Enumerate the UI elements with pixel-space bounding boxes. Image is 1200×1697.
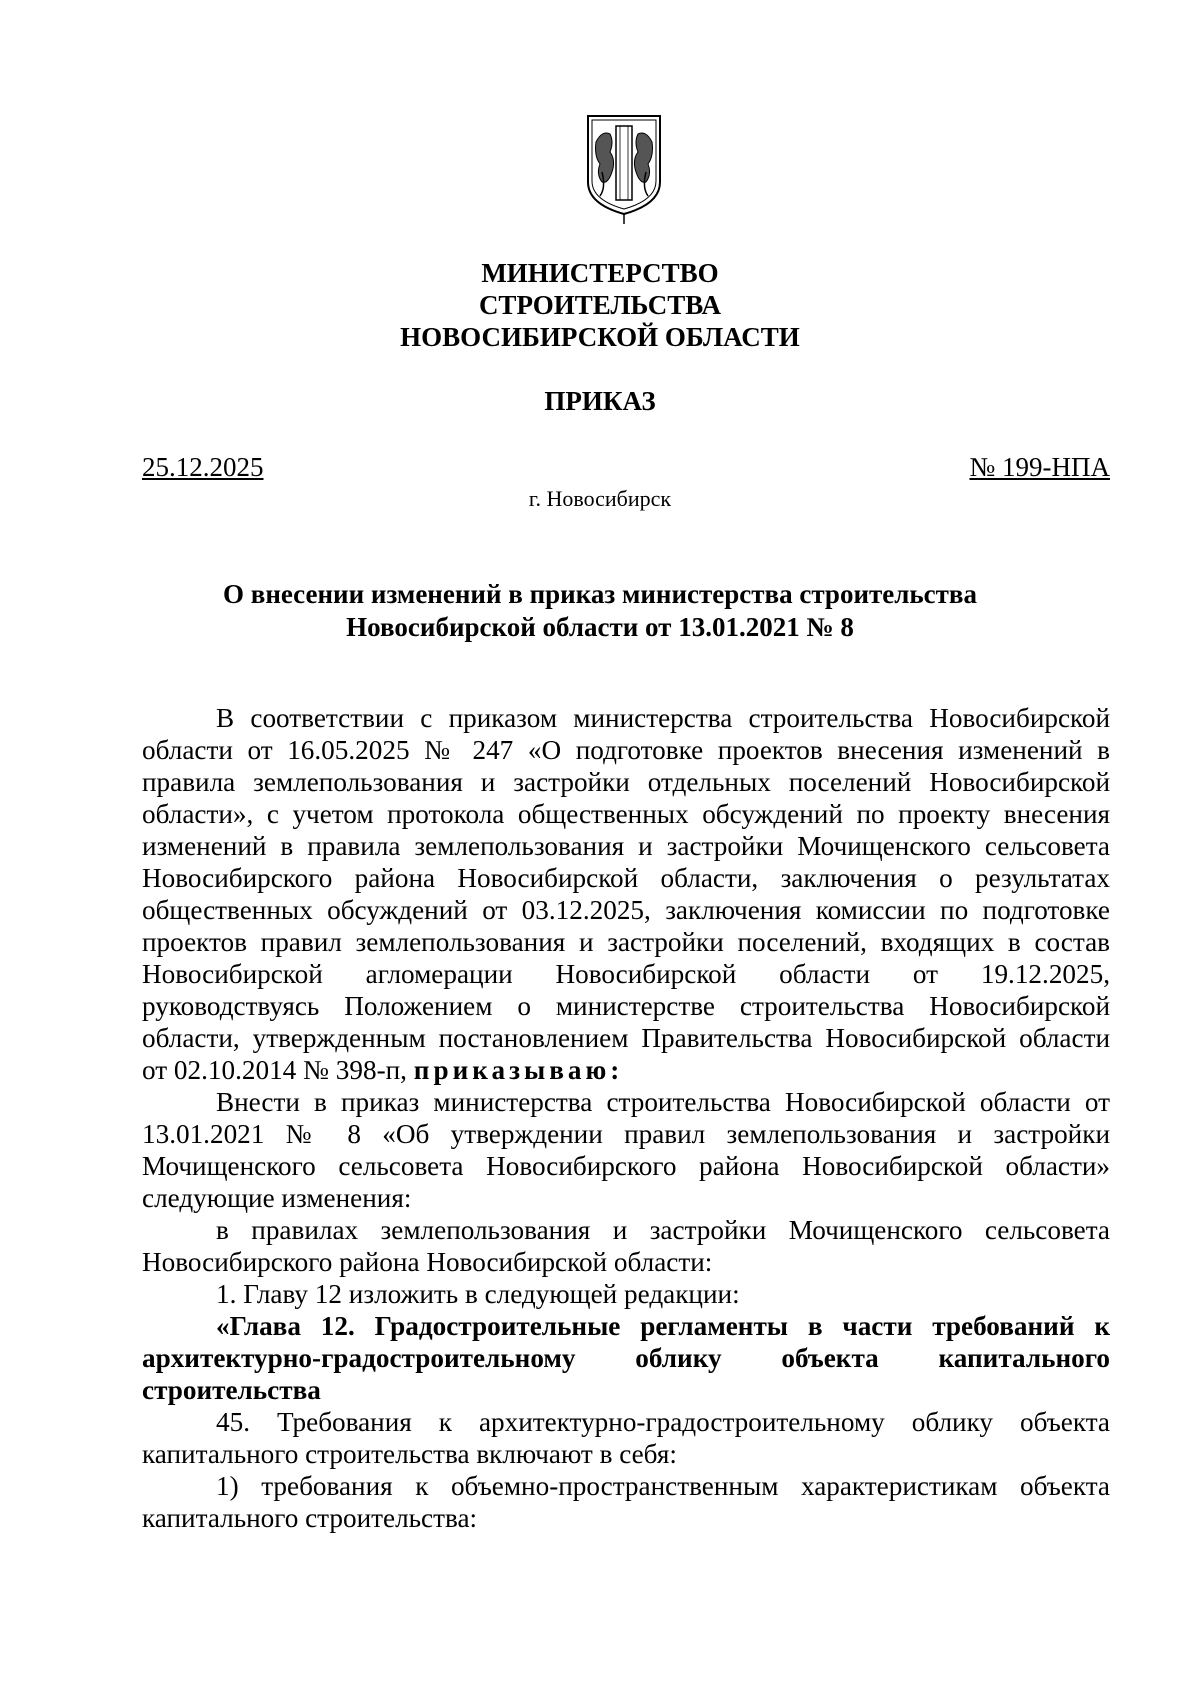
paragraph-amend: Внести в приказ министерства строительства Новосибирской области от 13.01.2021 № 8 «Об утверждении правил землепользования и застройки Мочищенского сельсовета Новосибирского района Новосибирской области» следующие изменения:: [142, 1087, 1110, 1213]
document-body: [142, 702, 1110, 1534]
document-date: 25.12.2025: [142, 452, 264, 482]
title-line-1: О внесении изменений в приказ министерства строительства: [222, 579, 978, 609]
ministry-name: [0, 257, 1200, 353]
paragraph-rules: в правилах землепользования и застройки Мочищенского сельсовета Новосибирского района Новосибирской области:: [142, 1215, 1110, 1277]
document-type: ПРИКАЗ: [544, 386, 656, 416]
document-city: г. Новосибирск: [528, 486, 672, 511]
ministry-line-1: МИНИСТЕРСТВО: [481, 258, 719, 288]
title-line-2: Новосибирской области от 13.01.2021 № 8: [346, 612, 854, 642]
ministry-line-2: СТРОИТЕЛЬСТВА: [478, 290, 722, 320]
paragraph-chapter-intro: 1. Главу 12 изложить в следующей редакции:: [216, 1279, 740, 1309]
ministry-line-3: НОВОСИБИРСКОЙ ОБЛАСТИ: [400, 322, 800, 352]
paragraph-subitem-1: 1) требования к объемно-пространственным характеристикам объекта капитального строительства:: [142, 1471, 1110, 1533]
paragraph-preamble: [142, 702, 1110, 1086]
paragraph-chapter-heading: «Глава 12. Градостроительные регламенты в части требований к архитектурно-градостроительному облику объекта капитального строительства: [142, 1311, 1110, 1405]
preamble-text: В соответствии с приказом министерства строительства Новосибирской области от 16.05.2025 № 247 «О подготовке проектов внесения изменений в правила землепользования и застройки отдельных поселений Новосибирской области», с учетом протокола общественных обсуждений по проекту внесения изменений в правила землепользования и застройки Мочищенского сельсовета Новосибирского района Новосибирской области, заключения о результатах общественных обсуждений от 03.12.2025, заключения комиссии по подготовке проектов правил землепользования и застройки поселений, входящих в состав Новосибирской агломерации Новосибирской области от 19.12.2025, руководствуясь Положением о министерстве строительства Новосибирской области, утвержденным постановлением Правительства Новосибирской области от 02.10.2014 № 398-п,: [142, 703, 1110, 1085]
document-number: № 199-НПА: [969, 452, 1110, 482]
order-word: приказываю:: [413, 1055, 624, 1085]
coat-of-arms-emblem: [582, 112, 666, 226]
paragraph-item-45: 45. Требования к архитектурно-градостроительному облику объекта капитального строительства включают в себя:: [142, 1407, 1110, 1469]
document-title: [0, 578, 1200, 644]
